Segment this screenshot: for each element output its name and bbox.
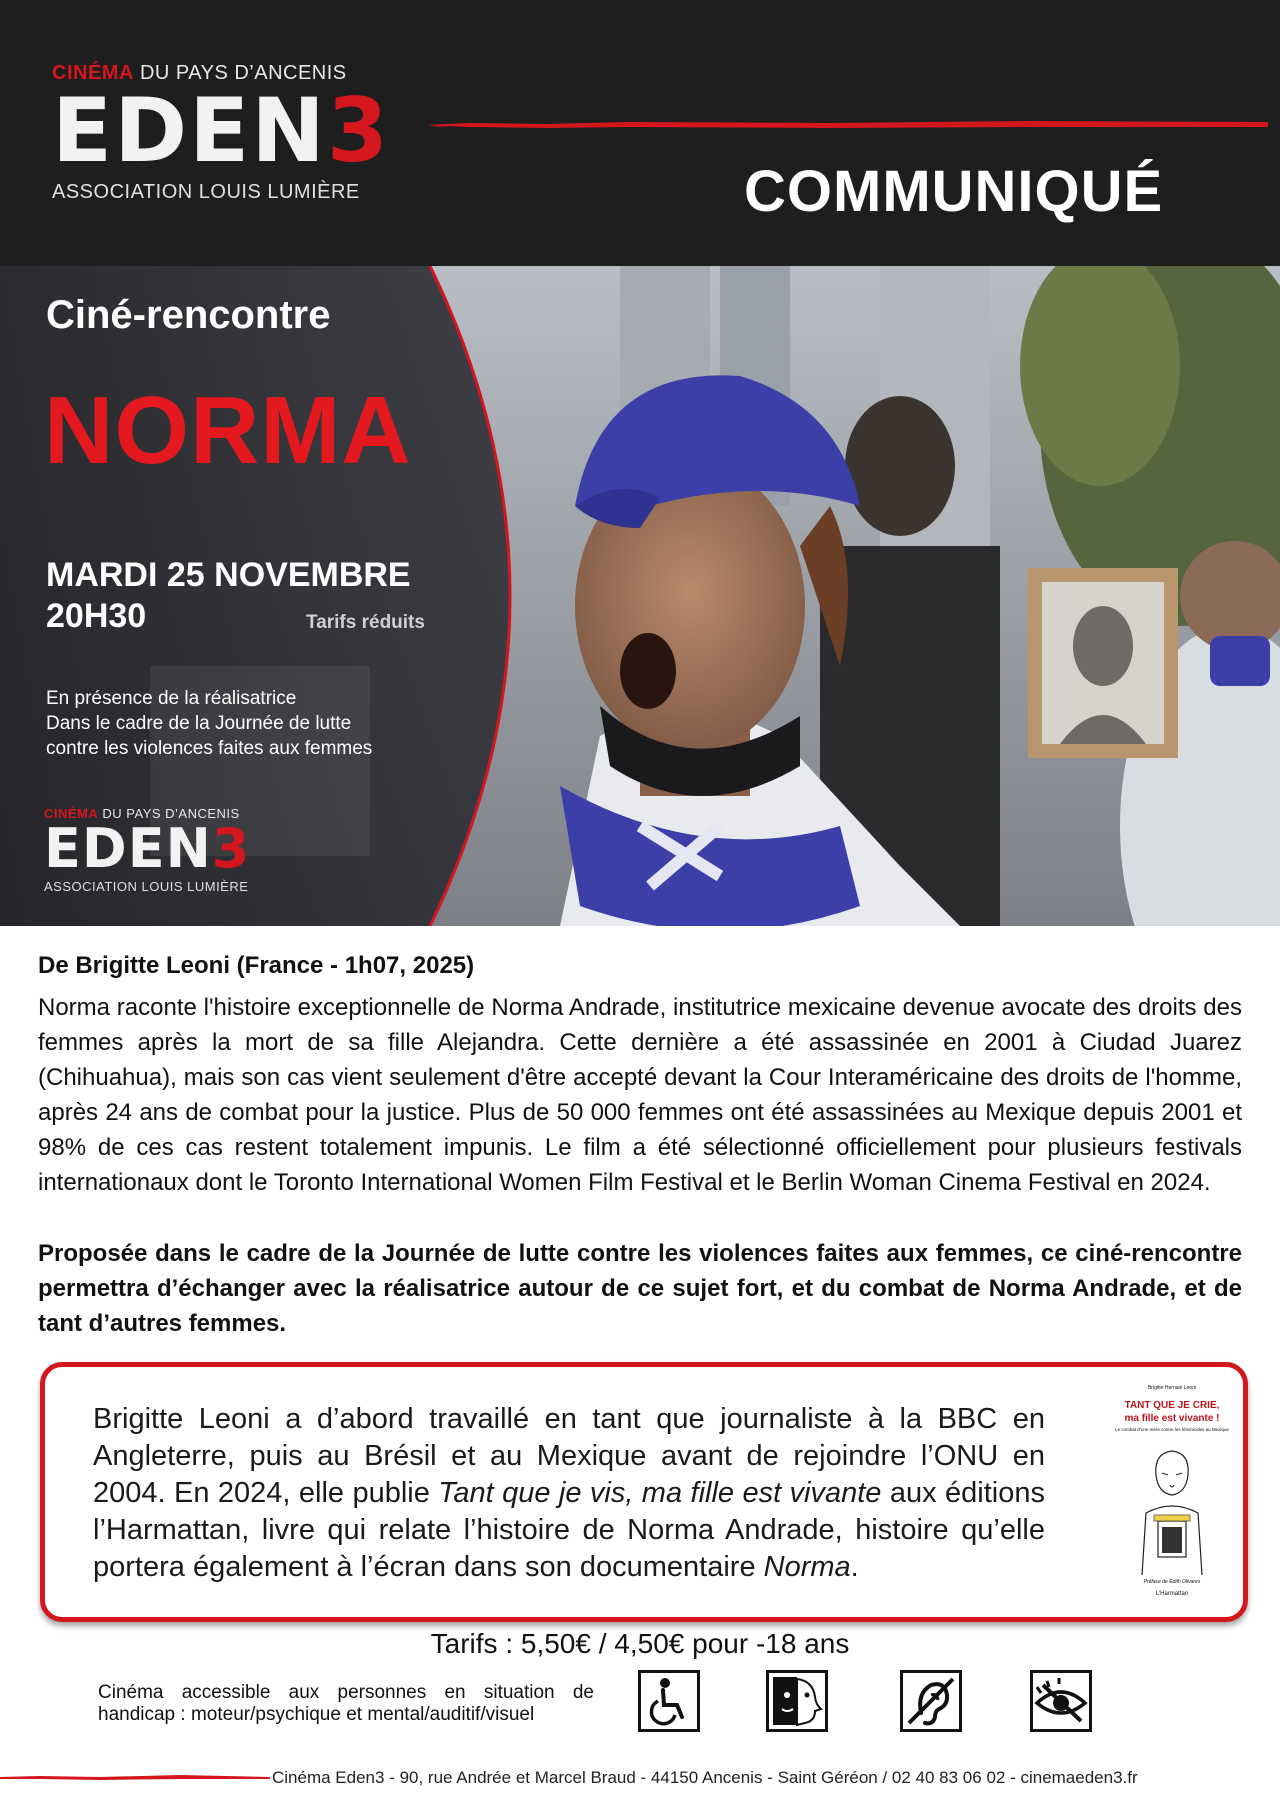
hero-photo (0, 266, 1280, 926)
eden3-logo (52, 62, 390, 204)
ticket-prices: Tarifs : 5,50€ / 4,50€ pour -18 ans (430, 1628, 850, 1659)
header-band (0, 0, 1280, 266)
visual-impairment-icon (1030, 1670, 1092, 1732)
wheelchair-icon (638, 1670, 700, 1732)
event-highlight: Proposée dans le cadre de la Journée de lutte contre les violences faites aux femmes, ce ciné-rencontre permettra d’échanger avec la réalisatrice autour de ce sujet fort, et du combat de Norma Andrade, et de tant d’autres femmes. (38, 1240, 1242, 1337)
presence-note: En présence de la réalisatrice Dans le cadre de la Journée de lutte contre les violences faites aux femmes (46, 688, 373, 759)
logo-association: ASSOCIATION LOUIS LUMIÈRE (52, 181, 360, 203)
accessibility-note: Cinéma accessible aux personnes en situation de handicap : moteur/psychique et mental/auditif/visuel (98, 1682, 594, 1725)
red-brush-stroke (428, 118, 1268, 130)
eden3-logo-small: CINÉMA DU PAYS D’ANCENIS EDEN3 ASSOCIATION LOUIS LUMIÈRE (44, 806, 251, 894)
hearing-icon (900, 1670, 962, 1732)
cinema-address: Cinéma Eden3 - 90, rue Andrée et Marcel Braud - 44150 Ancenis - Saint Géréon / 02 40 83 06 02 - cinemaeden3.fr (272, 1768, 1138, 1787)
logo-mark: EDEN3 (52, 79, 391, 182)
book-illustration (1132, 1441, 1212, 1575)
film-title: NORMA (44, 377, 412, 484)
director-bio-box (40, 1362, 1248, 1622)
event-type: Ciné-rencontre (46, 293, 331, 337)
event-time: 20H30 (46, 597, 147, 635)
event-date: MARDI 25 NOVEMBRE (46, 556, 411, 594)
mental-disability-icon (766, 1670, 828, 1732)
communique-title: COMMUNIQUÉ (744, 159, 1164, 224)
book-title: TANT QUE JE CRIE, ma fille est vivante ! (1124, 1400, 1220, 1424)
book-cover: Brigitte Hernani Leoni TANT QUE JE CRIE, ma fille est vivante ! Le combat d’une mère contre les féminicides au Mexique Préface de Edith Olivares L’Harmattan (1107, 1375, 1237, 1603)
logo-tagline: CINÉMA DU PAYS D’ANCENIS (52, 62, 347, 84)
footer-brush-stroke (0, 1772, 270, 1782)
reduced-price-note: Tarifs réduits (306, 612, 425, 633)
synopsis: Norma raconte l'histoire exceptionnelle de Norma Andrade, institutrice mexicaine devenue avocate des droits des femmes après la mort de sa fille Alejandra. Cette dernière a été assassinée en 2001 à Ciudad Juarez (Chihuahua), mais son cas vient seulement d'être accepté devant la Cour Interaméricaine des droits de l'homme, après 24 ans de combat pour la justice. Plus de 50 000 femmes ont été assassinées au Mexique depuis 2001 et 98% de ces cas restent totalement impunis. Le film a été sélectionné officiellement pour plusieurs festivals internationaux dont le Toronto International Women Film Festival et le Berlin Woman Cinema Festival en 2024. (38, 994, 1242, 1196)
film-credit: De Brigitte Leoni (France - 1h07, 2025) (38, 952, 475, 979)
director-bio: Brigitte Leoni a d’abord travaillé en tant que journaliste à la BBC en Angleterre, puis au Brésil et au Mexique avant de rejoindre l’ONU en 2004. En 2024, elle publie Tant que je vis, ma fille est vivante aux éditions l’Harmattan, livre qui relate l’histoire de Norma Andrade, histoire qu’elle portera également à l’écran dans son documentaire Norma. (93, 1403, 1045, 1583)
